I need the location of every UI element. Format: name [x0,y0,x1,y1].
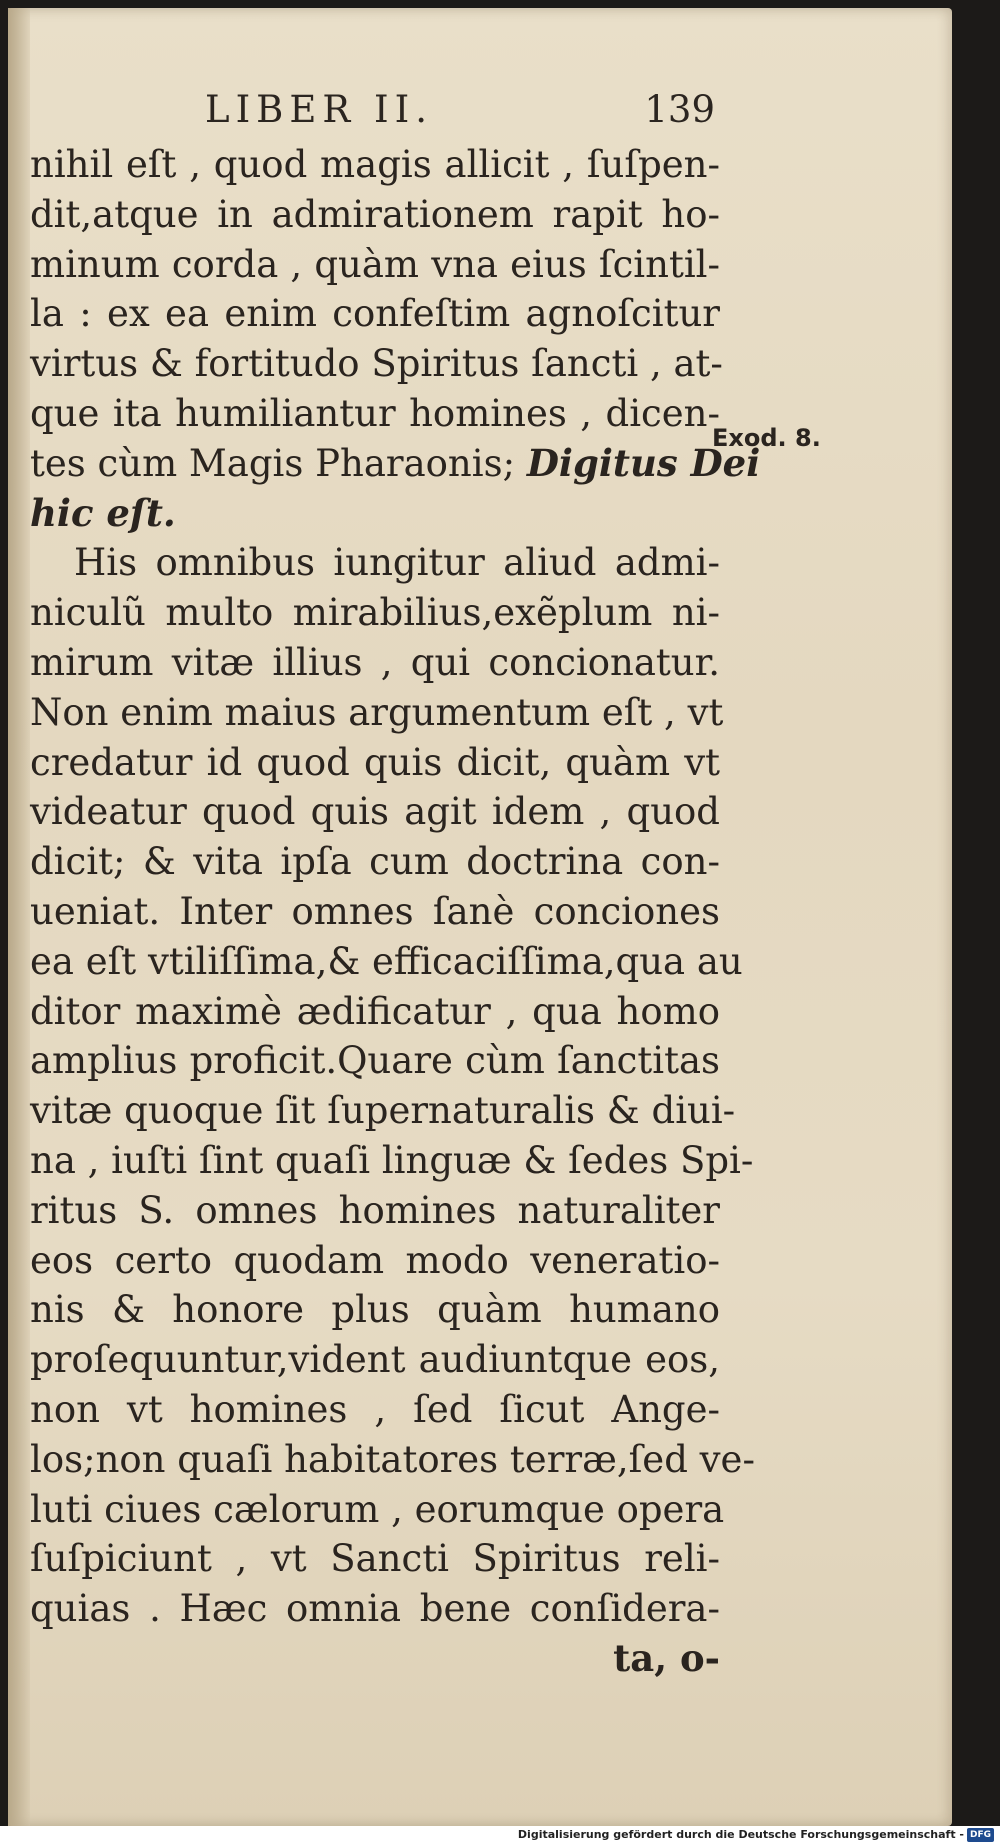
catchword-line: ta, o- [613,1635,720,1680]
text-line: amplius proficit.Quare cùm ſanctitas [30,1039,720,1083]
text-line: ſuſpiciunt , vt Sancti Spiritus reli- [30,1537,720,1581]
text-line: nihil eſt , quod magis allicit , ſuſpen- [30,143,720,186]
text-line: dit,atque in admirationem rapit ho- [30,192,720,236]
italic-quote: Digitus Dei [526,440,761,485]
footer-bar [0,1826,1000,1844]
text-line: eos certo quodam modo veneratio- [30,1238,720,1282]
text-line: niculũ multo mirabilius,exẽplum ni- [30,591,720,635]
page-gutter [8,8,30,1826]
page-number: 139 [644,88,715,131]
text-line [30,489,720,539]
text-line: virtus & fortitudo Spiritus ſancti , at- [30,342,723,386]
body-text [30,140,761,1684]
text-line: los;non quaſi habitatores terræ,ſed ve- [30,1437,755,1481]
italic-quote: hic eſt. [30,490,176,535]
text-line: His omnibus iungitur aliud admi- [74,541,720,585]
text-line: que ita humiliantur homines , dicen- [30,391,720,435]
footer-credit-text: Digitalisierung gefördert durch die Deutsche Forschungsgemeinschaft - [517,1828,964,1841]
dfg-logo-icon: DFG [967,1828,994,1842]
text-line: na , iuſti ſint quaſi linguæ & ſedes Spi- [30,1138,754,1182]
text-line: Non enim maius argumentum eſt , vt [30,690,724,734]
text-line: vitæ quoque ſit ſupernaturalis & diui- [30,1089,736,1133]
text-line: tes cùm Magis Pharaonis; Digitus Dei [30,440,761,485]
text-line: luti ciues cælorum , eorumque opera [30,1487,725,1531]
text-line: la : ex ea enim confeſtim agnoſcitur [30,292,720,336]
text-line: mirum vitæ illius , qui concionatur. [30,640,720,684]
text-line: minum corda , quàm vna eius ſcintil- [30,242,720,286]
text-line: quias . Hæc omnia bene conſidera- [30,1587,720,1631]
footer-credit [518,1826,994,1844]
marginal-note: Exod. 8. [712,424,821,452]
text-line: dicit; & vita ipſa cum doctrina con- [30,840,720,884]
running-head-title: LIBER II. [205,88,433,131]
running-head [205,88,715,138]
text-line: proſequuntur,vident audiuntque eos, [30,1338,720,1382]
text-line: credatur id quod quis dicit, quàm vt [30,740,720,784]
text-line: videatur quod quis agit idem , quod [30,790,720,834]
text-line: non vt homines , ſed ſicut Ange- [30,1387,720,1431]
text-line: ea eſt vtiliſſima,& efficaciſſima,qua au [30,939,743,983]
text-line: ditor maximè ædificatur , qua homo [30,989,720,1033]
text-line: ritus S. omnes homines naturaliter [30,1188,720,1232]
text-line: ueniat. Inter omnes ſanè conciones [30,889,720,933]
text-line: nis & honore plus quàm humano [30,1288,720,1332]
